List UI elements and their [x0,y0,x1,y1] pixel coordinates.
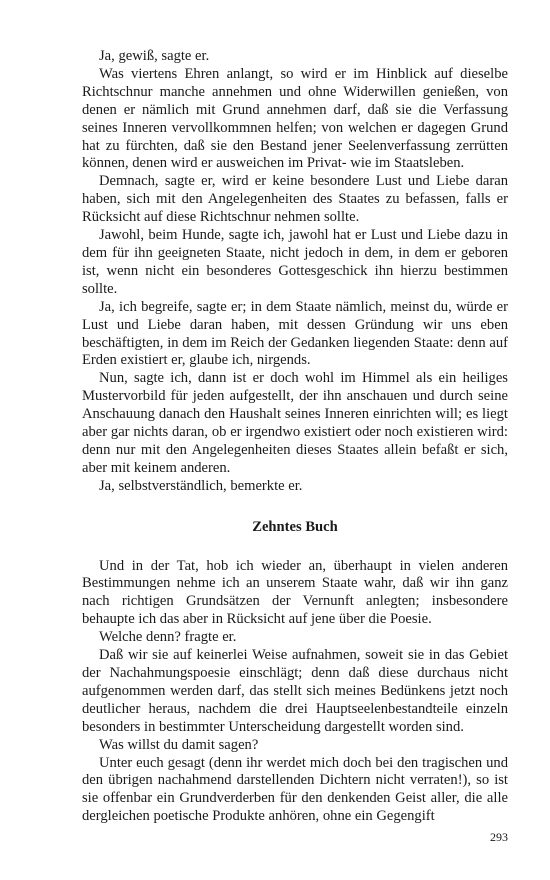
paragraph: Ja, ich begreife, sagte er; in dem Staate nämlich, meinst du, würde er Lust und Liebe daran haben, mit dessen Gründung wir uns eben beschäftigten, in dem im Reich der Gedanken liegenden Staate: denn auf Erden existiert er, glaube ich, nirgends. [82,298,508,369]
paragraph: Ja, selbstverständlich, bemerkte er. [99,477,303,494]
paragraph: Demnach, sagte er, wird er keine besondere Lust und Liebe daran haben, sich mit den Angelegenheiten des Staates zu befassen, falls er Rücksicht auf diese Richtschnur nehmen sollte. [82,173,508,226]
paragraph: Jawohl, beim Hunde, sagte ich, jawohl hat er Lust und Liebe dazu in dem für ihn geeigneten Staate, nicht jedoch in dem, in dem er geboren ist, wenn nicht ein besonderes Gottesgeschick ihn hierzu bestimmen sollte. [82,227,508,297]
paragraph: Daß wir sie auf keinerlei Weise aufnahmen, soweit sie in das Gebiet der Nachahmungspoesie einschlägt; denn daß diese durchaus nicht aufgenommen werden darf, das stellt sich meines Bedünkens jetzt noch deutlicher heraus, nachdem die drei Hauptseelenbestandteile einzeln besonders in bestimmter Unterscheidung dargestellt worden sind. [82,647,508,735]
paragraph: Nun, sagte ich, dann ist er doch wohl im Himmel als ein heiliges Mustervorbild für jeden aufgestellt, der ihn anschauen und durch seine Anschauung danach den Haushalt seines Inneren einrichten will; es liegt aber gar nichts daran, ob er irgendwo existiert oder noch existieren wird: denn nur mit den Angelegenheiten dieses Staates allein befaßt er sich, aber mit keinem anderen. [82,370,508,476]
chapter-heading: Zehntes Buch [252,518,338,535]
page-number: 293 [490,830,508,844]
paragraph: Und in der Tat, hob ich wieder an, überhaupt in vielen anderen Bestimmungen nehme ich an unserem Staate wahr, daß wir ihn ganz nach richtigen Grundsätzen der Vernunft anlegten; insbesondere behaupte ich das aber in Rücksicht auf jene über die Poesie. [82,557,508,628]
page-body [82,48,508,826]
paragraph: Ja, gewiß, sagte er. [99,48,210,64]
paragraph: Unter euch gesagt (denn ihr werdet mich doch bei den tragischen und den übrigen nachahmend darstellenden Dichtern nicht verraten!), so ist sie offenbar ein Grundverderben für den denkenden Geist aller, die alle dergleichen poetische Produkte anhören, ohne ein Gegengift [82,754,508,825]
paragraph: Was willst du damit sagen? [99,736,259,753]
paragraph: Welche denn? fragte er. [99,629,237,646]
paragraph: Was viertens Ehren anlangt, so wird er im Hinblick auf dieselbe Richtschnur manche annehmen und ohne Widerwillen genießen, von denen er nämlich mit Grund annehmen darf, daß sie die Verfassung seines Inneren vervollkommnen helfen; von welchen er dagegen Grund hat zu fürchten, daß sie den Bestand jener Seelenverfassung zerrütten können, denen wird er ausweichen im Privat- wie im Staatsleben. [82,65,508,172]
